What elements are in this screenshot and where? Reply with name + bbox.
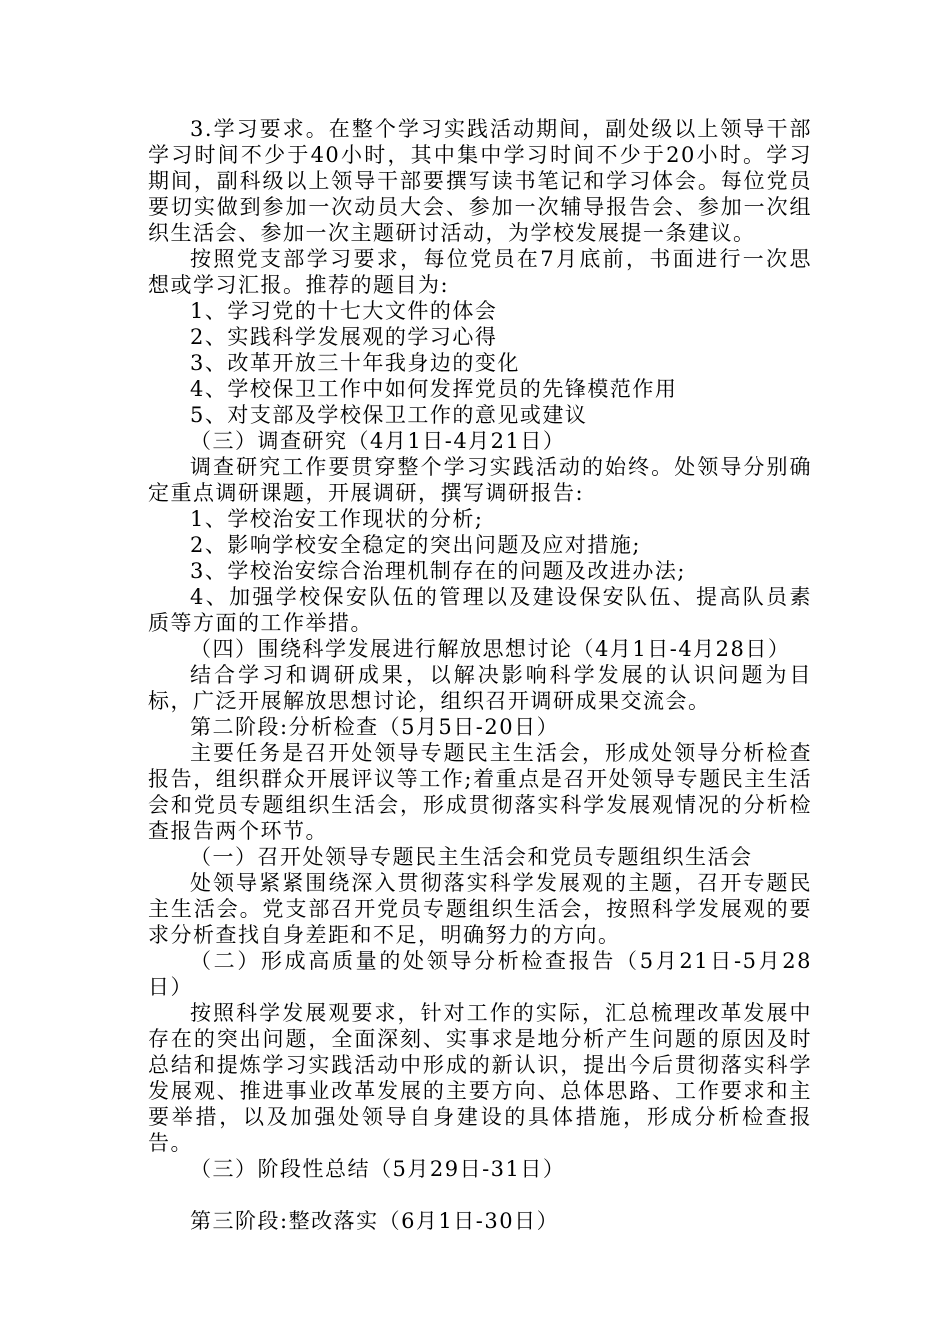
stage-heading: 第二阶段:分析检查（5月5日-20日） bbox=[190, 715, 560, 739]
paragraph-report-instructions: 按照党支部学习要求，每位党员在7月底前，书面进行一次思想或学习汇报。推荐的题目为: bbox=[148, 247, 812, 297]
paragraph: 按照科学发展观要求，针对工作的实际，汇总梳理改革发展中存在的突出问题，全面深刻、实事求是地分析产生问题的原因及时总结和提炼学习实践活动中形成的新认识，提出今后贯彻落实科学发展观、推进事业改革发展的主要方向、总体思路、工作要求和主要举措，以及加强处领导自身建设的具体措施，形成分析检查报告。 bbox=[148, 1001, 812, 1155]
section-heading: （二）形成高质量的处领导分析检查报告（5月21日-5月28日） bbox=[148, 949, 812, 999]
blank-line bbox=[148, 1182, 812, 1208]
section-heading: （三）阶段性总结（5月29日-31日） bbox=[190, 1157, 566, 1181]
list-item: 4、学校保卫工作中如何发挥党员的先锋模范作用 bbox=[190, 377, 678, 401]
list-item: 3、改革开放三十年我身边的变化 bbox=[190, 351, 520, 375]
list-item: 5、对支部及学校保卫工作的意见或建议 bbox=[190, 403, 588, 427]
section-heading: （四）围绕科学发展进行解放思想讨论（4月1日-4月28日） bbox=[190, 637, 791, 661]
paragraph-study-requirements: 3.学习要求。在整个学习实践活动期间，副处级以上领导干部学习时间不少于40小时，其中集中学习时间不少于20小时。学习期间，副科级以上领导干部要撰写读书笔记和学习体会。每位党员要切实做到参加一次动员大会、参加一次辅导报告会、参加一次组织生活会、参加一次主题研讨活动，为学校发展提一条建议。 bbox=[148, 117, 812, 245]
list-item: 2、实践科学发展观的学习心得 bbox=[190, 325, 498, 349]
document-body bbox=[148, 116, 812, 1234]
section-heading: （一）召开处领导专题民主生活会和党员专题组织生活会 bbox=[190, 845, 753, 869]
paragraph: 主要任务是召开处领导专题民主生活会，形成处领导分析检查报告，组织群众开展评议等工作;着重点是召开处领导专题民主生活会和党员专题组织生活会，形成贯彻落实科学发展观情况的分析检查报告两个环节。 bbox=[148, 741, 812, 843]
list-item: 1、学习党的十七大文件的体会 bbox=[190, 299, 498, 323]
section-heading: （三）调查研究（4月1日-4月21日） bbox=[190, 429, 566, 453]
list-item: 3、学校治安综合治理机制存在的问题及改进办法; bbox=[190, 559, 686, 583]
stage-heading: 第三阶段:整改落实（6月1日-30日） bbox=[190, 1209, 560, 1233]
list-item: 1、学校治安工作现状的分析; bbox=[190, 507, 484, 531]
list-item: 2、影响学校安全稳定的突出问题及应对措施; bbox=[190, 533, 641, 557]
list-item: 4、加强学校保安队伍的管理以及建设保安队伍、提高队员素质等方面的工作举措。 bbox=[148, 585, 812, 635]
paragraph: 处领导紧紧围绕深入贯彻落实科学发展观的主题，召开专题民主生活会。党支部召开党员专题组织生活会，按照科学发展观的要求分析查找自身差距和不足，明确努力的方向。 bbox=[148, 871, 812, 947]
paragraph: 调查研究工作要贯穿整个学习实践活动的始终。处领导分别确定重点调研课题，开展调研，撰写调研报告: bbox=[148, 455, 812, 505]
paragraph: 结合学习和调研成果，以解决影响科学发展的认识问题为目标，广泛开展解放思想讨论，组织召开调研成果交流会。 bbox=[148, 663, 812, 713]
